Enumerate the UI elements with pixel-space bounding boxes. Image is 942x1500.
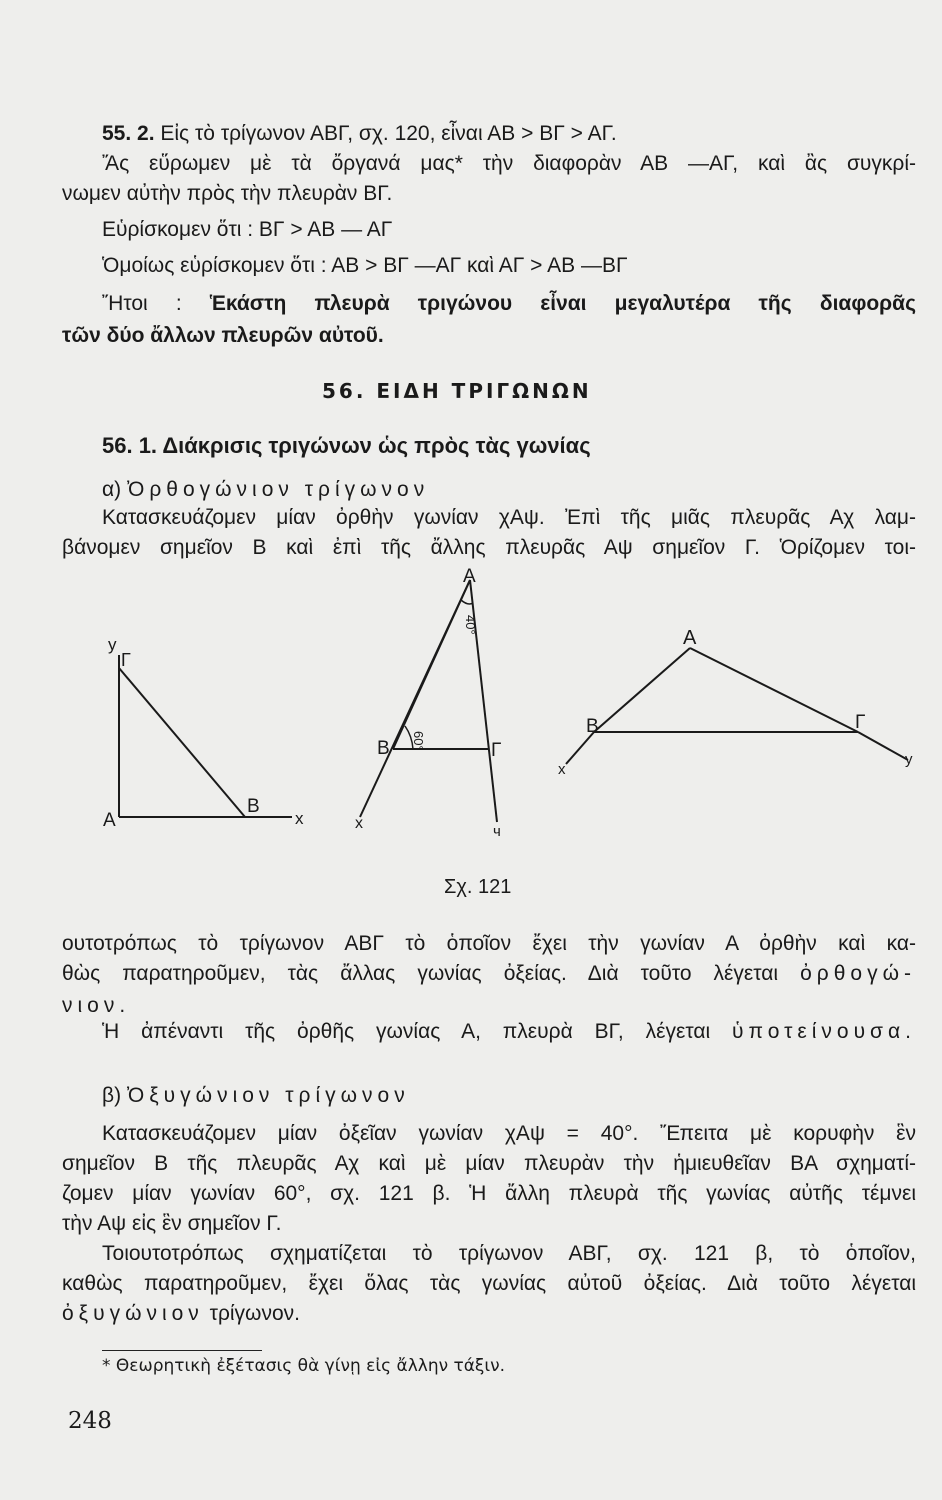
para-b-line-4: τὴν Αψ εἰς ἓν σημεῖον Γ. bbox=[62, 1212, 282, 1235]
fig-b-label-y: ч bbox=[493, 823, 501, 840]
fig-a-label-y: y bbox=[108, 635, 117, 654]
fig-c-side-ab bbox=[594, 648, 690, 732]
fig-c-label-y: y bbox=[905, 751, 913, 768]
fig-a-label-b: B bbox=[247, 796, 260, 817]
fig-c-label-x: x bbox=[558, 761, 566, 778]
fig-a-label-a: A bbox=[103, 810, 116, 831]
para-a-line-3: ουτοτρόπως τὸ τρίγωνον ΑΒΓ τὸ ὁποῖον ἔχει τὴν γωνίαν Α ὀρθὴν καὶ κα- bbox=[62, 932, 916, 955]
para-a-line-5: νιον. bbox=[62, 994, 131, 1017]
footnote-rule bbox=[102, 1350, 262, 1351]
para-b-line-3: ζομεν μίαν γωνίαν 60°, σχ. 121 β. Ἡ ἄλλη πλευρὰ τῆς γωνίας αὐτῆς τέμνει bbox=[62, 1182, 916, 1205]
para-55-2-line-2: Ἄς εὕρωμεν μὲ τὰ ὄργανά μας* τὴν διαφορὰν ΑΒ —ΑΓ, καὶ ἂς συγκρί- bbox=[102, 152, 916, 175]
subheading-b: β) Ὀξυγώνιον τρίγωνον bbox=[102, 1084, 410, 1107]
theorem-line-1: Ἤτοι : Ἑκάστη πλευρὰ τριγώνου εἶναι μεγαλυτέρα τῆς διαφορᾶς bbox=[102, 292, 916, 315]
para-55-2-line-3: νωμεν αὐτὴν πρὸς τὴν πλευρὰν ΒΓ. bbox=[62, 182, 393, 205]
para-b-line-2: σημεῖον Β τῆς πλευρᾶς Αχ καὶ μὲ μίαν πλευρὰν τὴν ἡμιευθεῖαν ΒΑ σχηματί- bbox=[62, 1152, 916, 1175]
para-b-line-1: Κατασκευάζομεν μίαν ὀξεῖαν γωνίαν χΑψ = 40°. Ἔπειτα μὲ κορυφὴν ἓν bbox=[102, 1122, 916, 1145]
figure-121 bbox=[0, 560, 942, 870]
para-c-line-3: ὀξυγώνιον τρίγωνον. bbox=[62, 1302, 300, 1325]
subheading-a: α) Ὀρθογώνιον τρίγωνον bbox=[102, 478, 430, 501]
fig-b-label-40: 40° bbox=[463, 615, 478, 635]
fig-c-label-b: B bbox=[586, 716, 599, 737]
fig-b-angle-40-arc bbox=[461, 600, 473, 604]
fig-b-label-g: Γ bbox=[491, 740, 502, 761]
section-heading-56: 56. ΕΙΔΗ ΤΡΙΓΩΝΩΝ bbox=[322, 379, 592, 403]
hypotenuse-definition: Ἡ ἀπέναντι τῆς ὀρθῆς γωνίας Α, πλευρὰ ΒΓ, λέγεται ὑποτείνουσα. bbox=[102, 1020, 916, 1043]
figure-caption: Σχ. 121 bbox=[444, 876, 512, 898]
fig-c-label-g: Γ bbox=[855, 712, 866, 733]
inequality-1: Εὑρίσκομεν ὅτι : ΒΓ > ΑΒ — ΑΓ bbox=[102, 218, 393, 241]
para-c-line-1: Τοιουτοτρόπως σχηματίζεται τὸ τρίγωνον ΑΒΓ, σχ. 121 β, τὸ ὁποῖον, bbox=[102, 1242, 916, 1265]
page-number: 248 bbox=[68, 1408, 112, 1434]
fig-b-label-60: 60° bbox=[411, 731, 426, 751]
para-55-2-line-1: 55. 2. Εἰς τὸ τρίγωνον ΑΒΓ, σχ. 120, εἶναι ΑΒ > ΒΓ > ΑΓ. bbox=[102, 122, 617, 145]
para-a-line-2: βάνομεν σημεῖον Β καὶ ἐπὶ τῆς ἄλλης πλευρᾶς Αψ σημεῖον Γ. Ὁρίζομεν τοι- bbox=[62, 536, 916, 559]
inequality-2: Ὁμοίως εὑρίσκομεν ὅτι : ΑΒ > ΒΓ —ΑΓ καὶ ΑΓ > ΑΒ —ΒΓ bbox=[102, 254, 628, 277]
footnote: * Θεωρητικὴ ἐξέτασις θὰ γίνῃ εἰς ἄλλην τάξιν. bbox=[102, 1356, 506, 1376]
fig-c-ray-y bbox=[858, 732, 908, 760]
fig-c-label-a: A bbox=[683, 627, 697, 649]
fig-a-label-x: x bbox=[295, 809, 304, 828]
para-a-line-1: Κατασκευάζομεν μίαν ὀρθὴν γωνίαν χΑψ. Ἐπὶ τῆς μιᾶς πλευρᾶς Αχ λαμ- bbox=[102, 506, 916, 529]
para-c-line-2: καθὼς παρατηροῦμεν, ἔχει ὅλας τὰς γωνίας αὐτοῦ ὀξείας. Διὰ τοῦτο λέγεται bbox=[62, 1272, 916, 1295]
fig-b-label-x: x bbox=[355, 815, 363, 832]
theorem-line-2: τῶν δύο ἄλλων πλευρῶν αὐτοῦ. bbox=[62, 324, 384, 347]
fig-c-side-ag bbox=[690, 648, 858, 732]
fig-a-label-g: Γ bbox=[121, 650, 131, 670]
para-a-line-4: θὼς παρατηροῦμεν, τὰς ἄλλας γωνίας ὀξείας. Διὰ τοῦτο λέγεται ὀρθογώ- bbox=[62, 962, 916, 985]
fig-a-hypotenuse bbox=[119, 668, 245, 817]
subsection-heading-56-1: 56. 1. Διάκρισις τριγώνων ὡς πρὸς τὰς γωνίας bbox=[102, 433, 591, 458]
fig-b-label-b: B bbox=[377, 738, 390, 759]
fig-b-side-ba bbox=[393, 580, 470, 749]
fig-b-label-a: A bbox=[463, 566, 476, 587]
